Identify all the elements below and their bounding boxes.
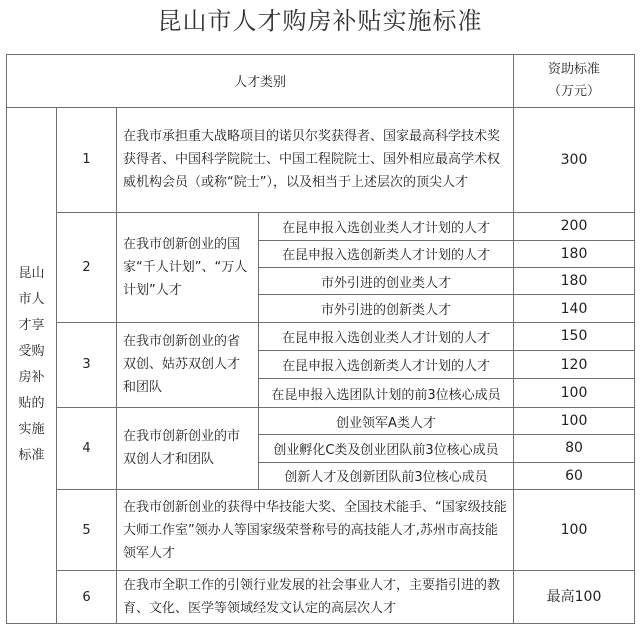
subcategory-label: 在昆申报入选创业类人才计划的人才 xyxy=(259,322,514,350)
group-description: 在我市创新创业的市双创人才和团队 xyxy=(117,407,259,489)
group-number: 4 xyxy=(57,407,117,489)
subcategory-label: 在昆申报入选创新类人才计划的人才 xyxy=(259,351,514,379)
subsidy-table xyxy=(6,54,635,624)
category-header: 人才类别 xyxy=(7,55,514,108)
table-header-row xyxy=(7,55,635,108)
funding-amount: 180 xyxy=(514,267,635,294)
subcategory-label: 创新人才及创新团队前3位核心成员 xyxy=(259,462,514,489)
funding-amount: 100 xyxy=(514,379,635,407)
page-title: 昆山市人才购房补贴实施标准 xyxy=(157,7,483,35)
funding-amount: 100 xyxy=(514,490,635,571)
group-description: 在我市全职工作的引领行业发展的社会事业人才，主要指引进的教育、文化、医学等领域经发文认定的高层次人才 xyxy=(117,571,514,624)
funding-amount: 120 xyxy=(514,351,635,379)
side-label: 昆山市人才享受购房补贴的实施标准 xyxy=(7,107,57,623)
group-number: 5 xyxy=(57,490,117,571)
group-description: 在我市创新创业的省双创、姑苏双创人才和团队 xyxy=(117,322,259,407)
funding-amount: 300 xyxy=(514,107,635,212)
subcategory-label: 市外引进的创新类人才 xyxy=(259,295,514,322)
group-number: 6 xyxy=(57,571,117,624)
group-number: 1 xyxy=(57,107,117,212)
funding-amount: 140 xyxy=(514,295,635,322)
funding-header-unit: （万元） xyxy=(548,83,601,99)
table-row xyxy=(7,322,635,350)
group-description: 在我市创新创业的获得中华技能大奖、全国技术能手、“国家级技能大师工作室”领办人等国家级荣誉称号的高技能人才,苏州市高技能领军人才 xyxy=(117,490,514,571)
funding-amount: 200 xyxy=(514,213,635,240)
group-number: 3 xyxy=(57,322,117,407)
subcategory-label: 市外引进的创业类人才 xyxy=(259,267,514,294)
group-description: 在我市创新创业的国家“千人计划”、“万人计划”人才 xyxy=(117,213,259,323)
funding-amount: 180 xyxy=(514,240,635,267)
funding-header xyxy=(514,55,635,108)
subcategory-label: 创业领军A类人才 xyxy=(259,407,514,434)
group-description: 在我市承担重大战略项目的诺贝尔奖获得者、国家最高科学技术奖获得者、中国科学院院士、中国工程院院士、国外相应最高学术权威机构会员（或称“院士”），以及相当于上述层次的顶尖人才 xyxy=(117,107,514,212)
funding-header-label: 资助标准 xyxy=(548,61,601,77)
funding-amount: 最高100 xyxy=(514,571,635,624)
funding-amount: 150 xyxy=(514,322,635,350)
table-row xyxy=(7,407,635,434)
funding-amount: 80 xyxy=(514,435,635,462)
subcategory-label: 创业孵化C类及创业团队前3位核心成员 xyxy=(259,435,514,462)
group-number: 2 xyxy=(57,213,117,323)
subcategory-label: 在昆申报入选创业类人才计划的人才 xyxy=(259,213,514,240)
funding-amount: 60 xyxy=(514,462,635,489)
funding-amount: 100 xyxy=(514,407,635,434)
table-row xyxy=(7,571,635,624)
table-row xyxy=(7,213,635,240)
subcategory-label: 在昆申报入选团队计划的前3位核心成员 xyxy=(259,379,514,407)
table-row xyxy=(7,490,635,571)
table-row xyxy=(7,107,635,212)
subcategory-label: 在昆申报入选创新类人才计划的人才 xyxy=(259,240,514,267)
